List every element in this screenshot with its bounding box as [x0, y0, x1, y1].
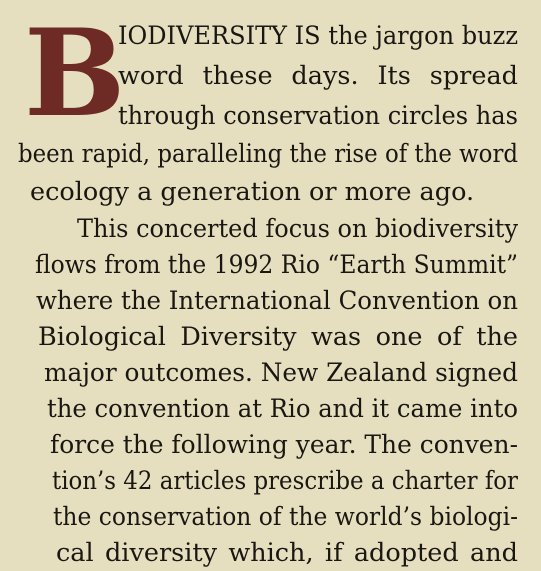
text-line: flows from the 1992 Rio “Earth Summit” — [35, 250, 518, 280]
text-line: Biological Diversity was one of the — [38, 322, 518, 352]
text-line: IODIVERSITY IS the jargon buzz — [118, 21, 518, 51]
text-line: cal diversity which, if adopted and — [56, 538, 518, 568]
text-line: major outcomes. New Zealand signed — [44, 358, 518, 388]
text-line: where the International Convention on — [36, 286, 518, 316]
text-line: word these days. Its spread — [118, 61, 518, 91]
text-line: the convention at Rio and it came into — [47, 394, 518, 424]
text-line: the conservation of the world’s biologi- — [53, 502, 518, 532]
text-line: tion’s 42 articles prescribe a charter for — [52, 466, 518, 496]
text-line: ecology a generation or more ago. — [30, 177, 475, 207]
text-line: through conservation circles has — [118, 101, 518, 131]
text-line: This concerted focus on biodiversity — [77, 214, 518, 244]
text-line: force the following year. The conven- — [50, 430, 518, 460]
text-line: been rapid, paralleling the rise of the word — [18, 139, 518, 169]
drop-cap: B — [24, 3, 124, 144]
